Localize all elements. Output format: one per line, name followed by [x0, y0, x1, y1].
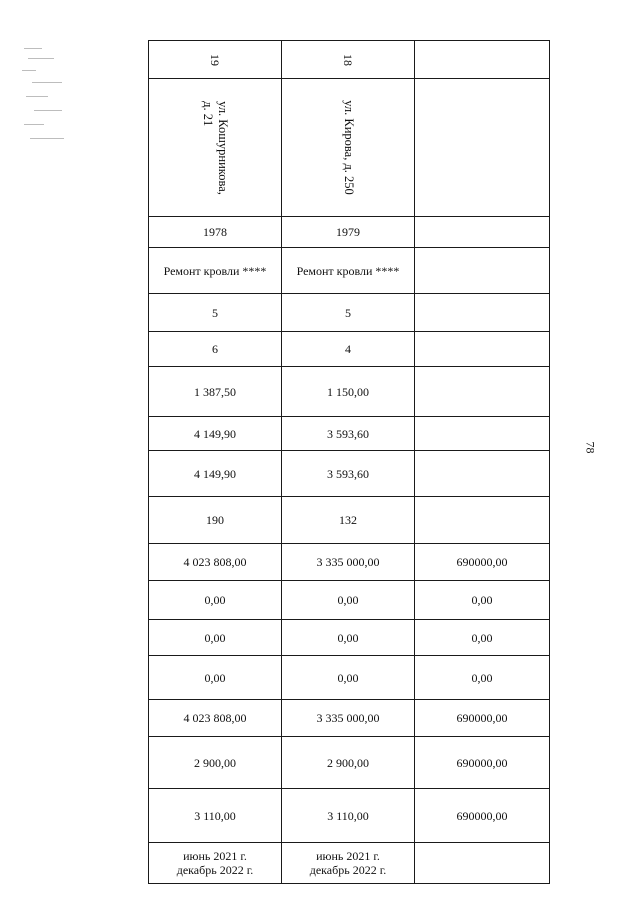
table-cell: 0,00 — [415, 656, 550, 700]
table-cell: 3 593,60 — [282, 417, 415, 451]
table-cell — [415, 294, 550, 332]
table-cell — [415, 79, 550, 217]
table-row — [149, 581, 550, 620]
data-table — [148, 40, 550, 884]
scan-artifact — [22, 44, 68, 152]
table-row — [149, 294, 550, 332]
table-cell: 0,00 — [415, 620, 550, 656]
table-row — [149, 700, 550, 737]
table-cell: 4 149,90 — [149, 451, 282, 497]
table-row — [149, 248, 550, 294]
table-cell: 0,00 — [282, 656, 415, 700]
table-cell — [415, 41, 550, 79]
table-cell: 0,00 — [415, 581, 550, 620]
table-cell: 3 110,00 — [149, 789, 282, 843]
table-cell: 690000,00 — [415, 789, 550, 843]
table-row — [149, 217, 550, 248]
table-cell: 0,00 — [149, 620, 282, 656]
table-cell: 4 023 808,00 — [149, 544, 282, 581]
row-number: 19 — [208, 53, 222, 66]
table-cell: 5 — [149, 294, 282, 332]
table-row — [149, 789, 550, 843]
table-row — [149, 332, 550, 367]
table-row — [149, 620, 550, 656]
table-cell: Ремонт кровли **** — [149, 248, 282, 294]
table-cell — [282, 843, 415, 884]
table-row — [149, 737, 550, 789]
table-row — [149, 843, 550, 884]
date-range: июнь 2021 г. декабрь 2022 г. — [176, 849, 254, 877]
table-row — [149, 497, 550, 544]
table-cell: 3 593,60 — [282, 451, 415, 497]
table-cell — [415, 217, 550, 248]
table-cell — [149, 843, 282, 884]
table-cell: 1978 — [149, 217, 282, 248]
table-row — [149, 41, 550, 79]
table-cell: 4 — [282, 332, 415, 367]
table-cell: 5 — [282, 294, 415, 332]
row-number: 18 — [341, 53, 355, 66]
table-cell — [149, 41, 282, 79]
table-cell: 6 — [149, 332, 282, 367]
table-cell: 690000,00 — [415, 737, 550, 789]
table-cell — [415, 248, 550, 294]
table-cell: 1 150,00 — [282, 367, 415, 417]
table-cell: 2 900,00 — [149, 737, 282, 789]
table-row — [149, 417, 550, 451]
address: ул. Кирова, д. 250 — [341, 100, 356, 195]
table-cell: 132 — [282, 497, 415, 544]
table-cell: 690000,00 — [415, 544, 550, 581]
table-cell: 0,00 — [282, 581, 415, 620]
table-row — [149, 656, 550, 700]
table-cell: 3 110,00 — [282, 789, 415, 843]
table-cell: 4 023 808,00 — [149, 700, 282, 737]
table-cell — [282, 41, 415, 79]
date-range: июнь 2021 г. декабрь 2022 г. — [309, 849, 387, 877]
table-cell: 0,00 — [149, 656, 282, 700]
table-row — [149, 544, 550, 581]
address: ул. Кошурникова, д. 21 — [200, 100, 230, 195]
table-cell: 0,00 — [282, 620, 415, 656]
table-cell: Ремонт кровли **** — [282, 248, 415, 294]
page-number: 78 — [583, 441, 598, 454]
table-row — [149, 451, 550, 497]
table-cell — [282, 79, 415, 217]
table-cell: 0,00 — [149, 581, 282, 620]
table-cell: 3 335 000,00 — [282, 544, 415, 581]
table-cell: 3 335 000,00 — [282, 700, 415, 737]
table-row — [149, 79, 550, 217]
table-cell — [149, 79, 282, 217]
table-cell — [415, 332, 550, 367]
table-cell: 4 149,90 — [149, 417, 282, 451]
table-cell — [415, 367, 550, 417]
table-cell — [415, 417, 550, 451]
table-cell — [415, 843, 550, 884]
table-cell: 1 387,50 — [149, 367, 282, 417]
table-cell — [415, 451, 550, 497]
table-cell: 690000,00 — [415, 700, 550, 737]
table-cell: 1979 — [282, 217, 415, 248]
table-cell — [415, 497, 550, 544]
table-row — [149, 367, 550, 417]
table-cell: 2 900,00 — [282, 737, 415, 789]
table-cell: 190 — [149, 497, 282, 544]
